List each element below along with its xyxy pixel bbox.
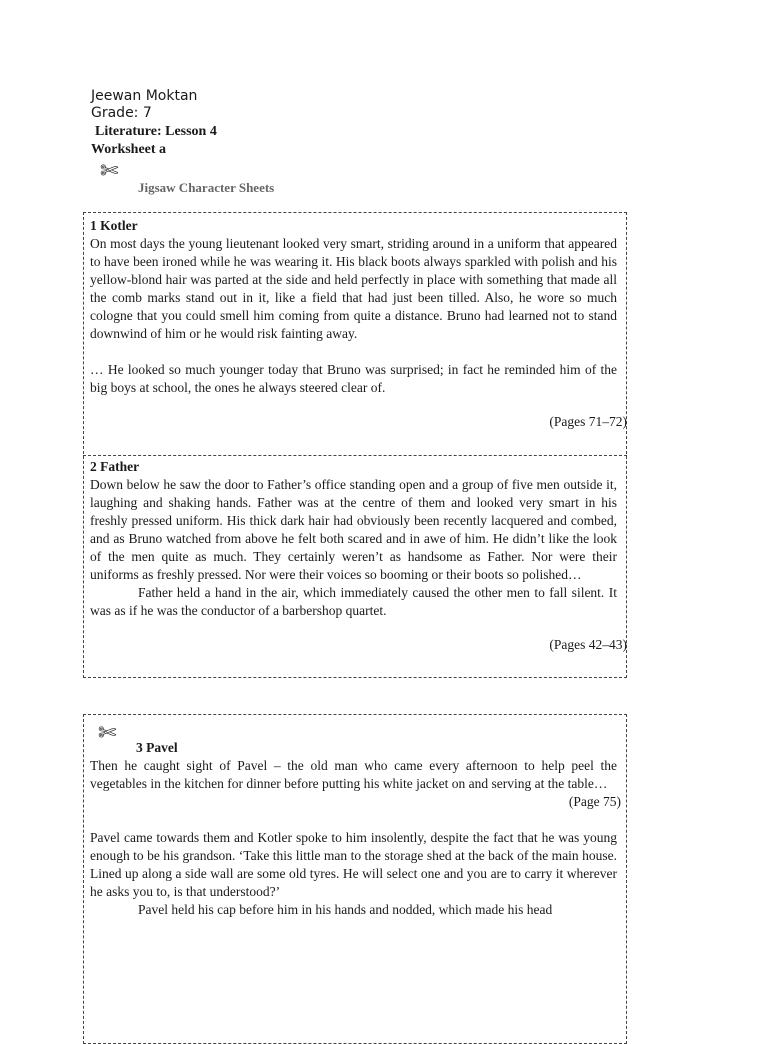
- section-paragraph: On most days the young lieutenant looked very smart, striding around in a uniform that appeared to have been ironed while he was wearing it. His black boots always sparkled with polish and his yellow-blond hair was parted at the side and held perfectly in place with something that made all the comb marks stand out in it, like a field that had just been tilled. Also, he wore so much cologne that you could smell him coming from quite a distance. Bruno had learned not to stand downwind of him or he would risk fainting away.: [90, 236, 617, 341]
- section-paragraph: Pavel came towards them and Kotler spoke to him insolently, despite the fact that he was young enough to be his grandson. ‘Take this little man to the storage shed at the back of the main house. Lined up along a side wall are some old tyres. He will select one and you are to carry it wherever he asks you to, is that understood?’: [90, 830, 617, 899]
- page-reference: (Pages 42–43): [549, 637, 627, 652]
- section-father: [90, 458, 627, 654]
- section-paragraph: Pavel held his cap before him in his hands and nodded, which made his head: [138, 902, 553, 917]
- section-paragraph: … He looked so much younger today that Bruno was surprised; in fact he reminded him of the big boys at school, the ones he always steered clear of.: [90, 362, 617, 395]
- page-subtitle: Jigsaw Character Sheets: [138, 180, 275, 195]
- section-title: 2 Father: [90, 459, 140, 474]
- page-reference: (Pages 71–72): [549, 414, 627, 429]
- section-paragraph: Down below he saw the door to Father’s office standing open and a group of five men outside it, laughing and shaking hands. Father was at the centre of them and looked very smart in his freshly pressed uniform. His thick dark hair had obviously been recently lacquered and combed, and as Bruno watched from above he felt both scared and in awe of him. He didn’t like the look of the men quite as much. They certainly weren’t as handsome as Father. Nor were their uniforms as freshly pressed. Nor were their voices so booming or their boots so polished…: [90, 477, 617, 582]
- section-paragraph: Father held a hand in the air, which immediately caused the other men to fall silent. It was as if he was the conductor of a barbershop quartet.: [90, 585, 617, 618]
- grade-label: Grade: 7: [91, 105, 152, 121]
- section-paragraph: Then he caught sight of Pavel – the old man who came every afternoon to help peel the vegetables in the kitchen for dinner before putting his white jacket on and serving at the table…: [90, 758, 617, 791]
- section-kotler: [90, 217, 627, 431]
- scissors-icon: ✄: [98, 720, 117, 745]
- worksheet-label: Worksheet a: [91, 142, 167, 157]
- section-pavel: [90, 739, 621, 919]
- student-name: Jeewan Moktan: [91, 88, 198, 104]
- lesson-label: Literature: Lesson 4: [95, 124, 217, 139]
- section-title: 3 Pavel: [136, 740, 178, 755]
- section-title: 1 Kotler: [90, 218, 138, 233]
- page-reference: (Page 75): [568, 794, 621, 809]
- scissors-icon: ✄: [100, 158, 119, 183]
- section-divider: [83, 455, 627, 456]
